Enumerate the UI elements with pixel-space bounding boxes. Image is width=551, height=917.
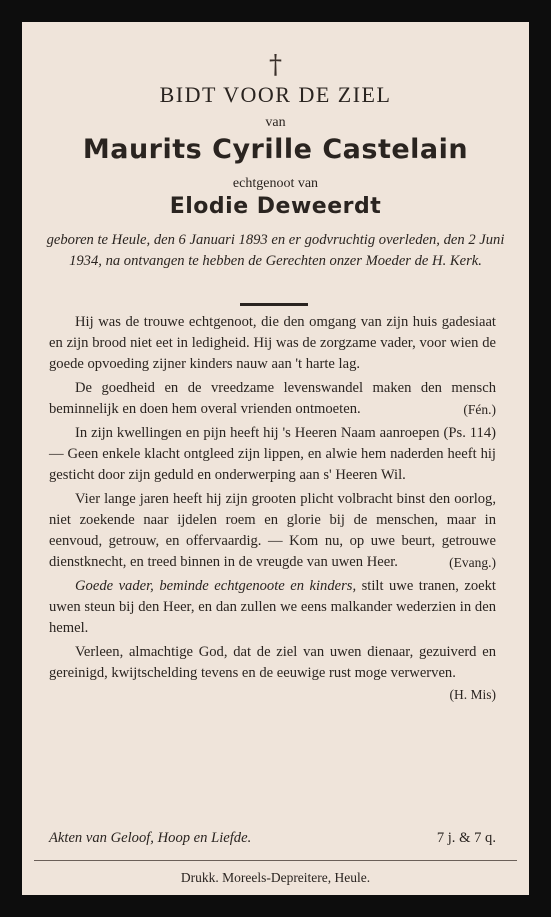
printer-line: Drukk. Moreels-Depreitere, Heule. [180,870,371,885]
paragraph-text: De goedheid en de vreedzame levenswandel maken den mensch beminnelijk en doen hem overal vrienden ontmoeten. [49,380,496,417]
birth-death-text: geboren te Heule, den 6 Januari 1893 en er godvruchtig overleden, den 2 Juni 1934, na ontvangen te hebben de Gerechten onzer Moeder de H. Kerk. [46,232,505,269]
paragraph [49,312,496,375]
paragraph-text: In zijn kwellingen en pijn heeft hij 's Heeren Naam aanroepen (Ps. 114) — Geen enkele klacht ontgleed zijn lippen, en alwie hem naderden heeft hij gesticht door zijn geduld en onderwerping aan s' Heeren Wil. [49,425,496,483]
van-label: van [265,115,286,130]
paragraph-text: Verleen, almachtige God, dat de ziel van uwen dienaar, gezuiverd en gereinigd, kwijtschelding tevens en de eeuwige rust moge verwerven. [49,644,496,681]
divider-rule [240,303,308,306]
footer-divider [34,860,517,861]
paragraph-source: (Evang.) [449,555,496,570]
memorial-card [22,22,529,895]
paragraph [49,489,496,573]
paragraph-italic: Goede vader, beminde echtgenoote en kinders, [75,578,357,594]
cross-icon: † [269,50,282,80]
closing-line [49,830,496,847]
body-text [49,312,496,705]
indulgence-text: 7 j. & 7 q. [436,830,496,846]
paragraph [49,378,496,420]
paragraph-source: (H. Mis) [449,687,496,702]
paragraph [49,423,496,486]
paragraph-text: stilt uwe tranen, zoekt uwen steun bij den Heer, en dan zullen we eens malkander wederzien in den hemel. [49,578,496,636]
relation-label: echtgenoot van [232,176,319,191]
deceased-name: Maurits Cyrille Castelain [82,134,469,165]
acts-text: Akten van Geloof, Hoop en Liefde. [49,830,252,846]
paragraph [49,642,496,702]
paragraph-text: Hij was de trouwe echtgenoot, die den omgang van zijn huis gadesiaat en zijn brood niet eet in ledigheid. Hij was de zorgzame vader, voor wien de goede opvoeding zijner kinders nauw aan 't harte lag. [49,314,496,372]
paragraph-text: Vier lange jaren heeft hij zijn grooten plicht volbracht binst den oorlog, niet zoekende naar ijdelen roem en glorie bij de menschen, maar in eenvoud, getrouw, en offervaardig. — Kom nu, op uwe beurt, getrouwe dienstknecht, en treed binnen in de vreugde van uwen Heer. [49,491,496,570]
spouse-name: Elodie Deweerdt [169,194,382,219]
card-heading: BIDT VOOR DE ZIEL [159,82,392,107]
paragraph-source: (Fén.) [463,402,496,417]
paragraph [49,576,496,639]
